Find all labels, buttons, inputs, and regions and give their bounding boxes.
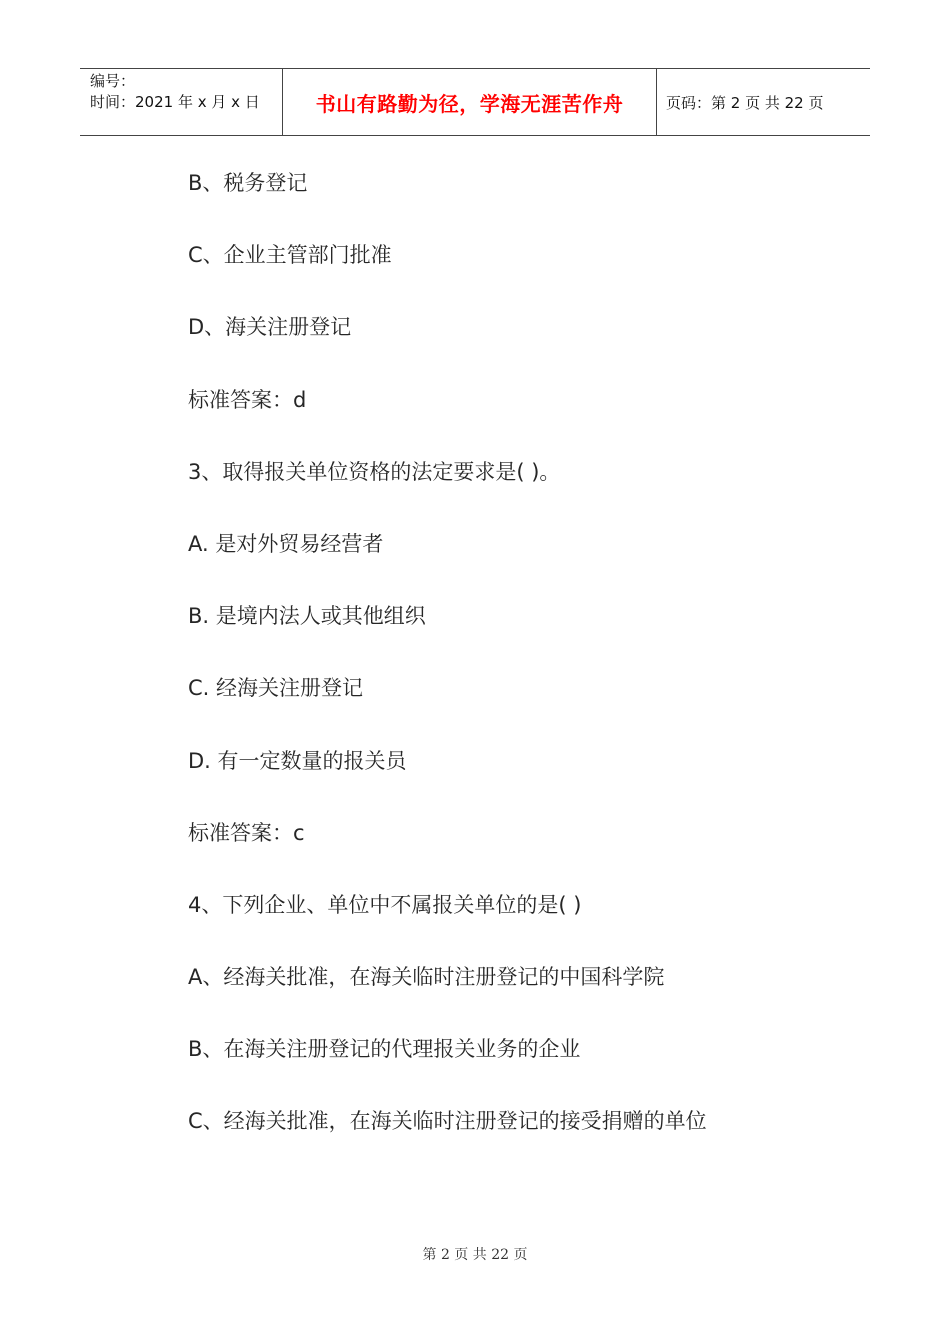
question-3-option-c: C. 经海关注册登记	[188, 676, 364, 701]
page-footer: 第 2 页 共 22 页	[422, 1247, 528, 1263]
document-body	[188, 166, 868, 1177]
question-4: 4、下列企业、单位中不属报关单位的是( )	[188, 892, 582, 917]
question-4-option-c: C、经海关批准，在海关临时注册登记的接受捐赠的单位	[188, 1109, 707, 1134]
serial-label: 编号：	[90, 72, 136, 90]
option-d-customs-registration: D、海关注册登记	[188, 315, 352, 340]
header-meta	[80, 69, 282, 135]
question-3-option-b: B. 是境内法人或其他组织	[188, 604, 426, 629]
page-header	[80, 68, 870, 136]
question-3-option-a: A. 是对外贸易经营者	[188, 531, 384, 556]
question-4-option-b: B、在海关注册登记的代理报关业务的企业	[188, 1037, 581, 1062]
option-c-authority-approval: C、企业主管部门批准	[188, 243, 392, 268]
header-page-info: 页码：第 2 页 共 22 页	[666, 93, 824, 112]
answer-question-2: 标准答案：d	[188, 387, 307, 412]
option-b-tax-registration: B、税务登记	[188, 171, 308, 195]
question-3: 3、取得报关单位资格的法定要求是( )。	[188, 459, 561, 484]
header-motto: 书山有路勤为径，学海无涯苦作舟	[282, 69, 657, 135]
question-4-option-a: A、经海关批准，在海关临时注册登记的中国科学院	[188, 965, 665, 990]
date-label: 时间：2021 年 x 月 x 日	[90, 93, 260, 111]
answer-question-3: 标准答案：c	[188, 820, 305, 845]
question-3-option-d: D. 有一定数量的报关员	[188, 748, 407, 773]
